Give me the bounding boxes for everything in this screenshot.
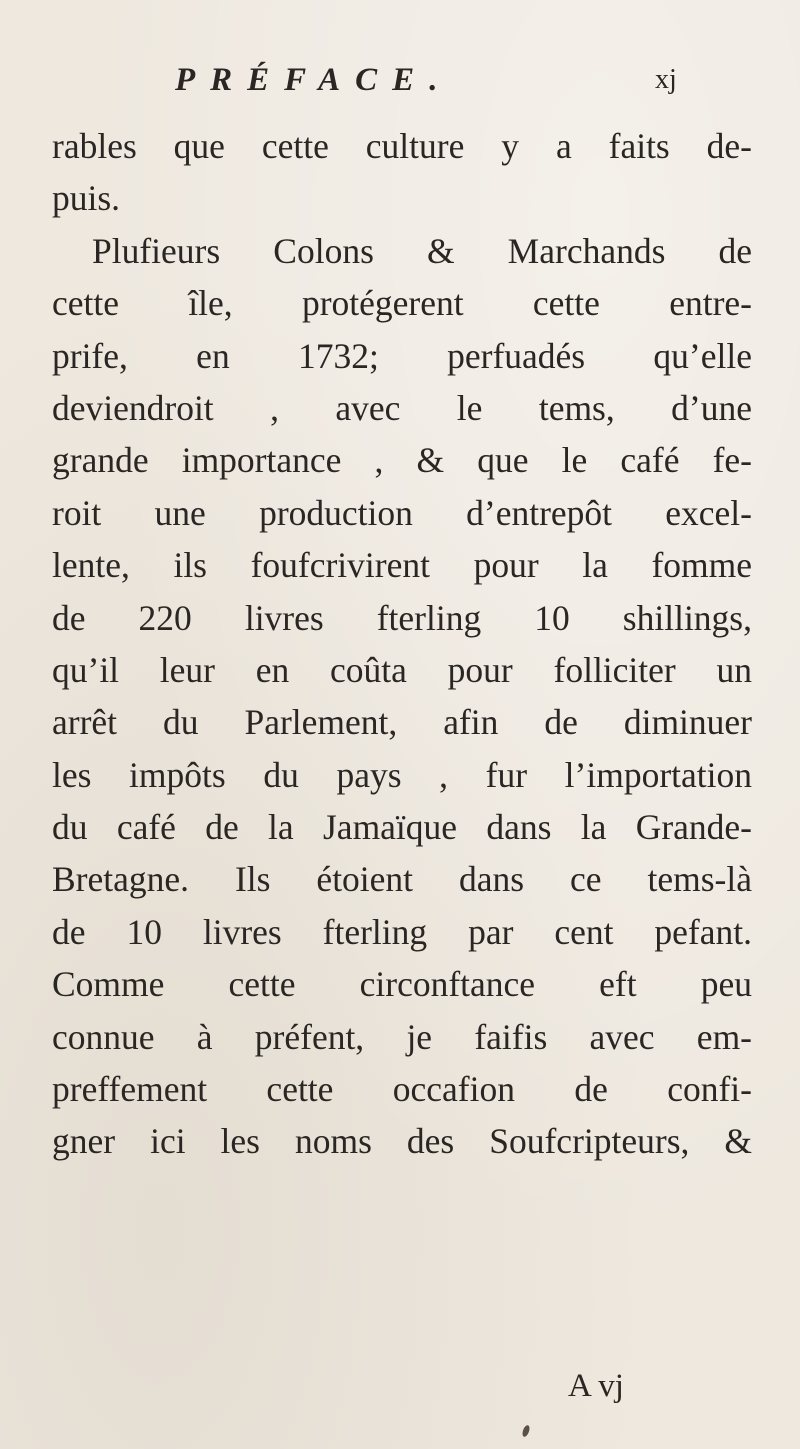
text-line: roit une production d’entrepôt excel- [52, 492, 752, 533]
body-text [52, 120, 752, 1168]
running-header [175, 62, 695, 114]
text-line: arrêt du Parlement, afin de diminuer [52, 702, 752, 743]
page-number: xj [655, 64, 677, 95]
ink-speck [521, 1424, 531, 1437]
text-line: deviendroit , avec le tems, d’une [52, 387, 752, 428]
text-line: qu’il leur en coûta pour folliciter un [52, 649, 752, 690]
text-line: les impôts du pays , fur l’importation [52, 754, 752, 795]
text-line: Comme cette circonftance eft peu [52, 964, 752, 1005]
text-line: Plufieurs Colons & Marchands de [92, 230, 752, 271]
text-line: preffement cette occafion de confi- [52, 1069, 752, 1110]
text-line: de 10 livres fterling par cent pefant. [52, 911, 752, 952]
header-title: PRÉFACE. [175, 62, 453, 98]
text-line: prife, en 1732; perfuadés qu’elle [52, 335, 752, 376]
text-line: grande importance , & que le café fe- [52, 440, 752, 481]
text-line: puis. [52, 178, 121, 219]
signature-mark: A vj [568, 1368, 624, 1404]
text-line: cette île, protégerent cette entre- [52, 283, 752, 324]
text-line: de 220 livres fterling 10 shillings, [52, 597, 752, 638]
text-line: du café de la Jamaïque dans la Grande- [52, 807, 752, 848]
text-line: Bretagne. Ils étoient dans ce tems-là [52, 859, 752, 900]
text-line: gner ici les noms des Soufcripteurs, & [52, 1121, 752, 1162]
text-line: lente, ils foufcrivirent pour la fomme [52, 545, 752, 586]
text-line: connue à préfent, je faifis avec em- [52, 1016, 752, 1057]
text-line: rables que cette culture y a faits de- [52, 126, 752, 166]
